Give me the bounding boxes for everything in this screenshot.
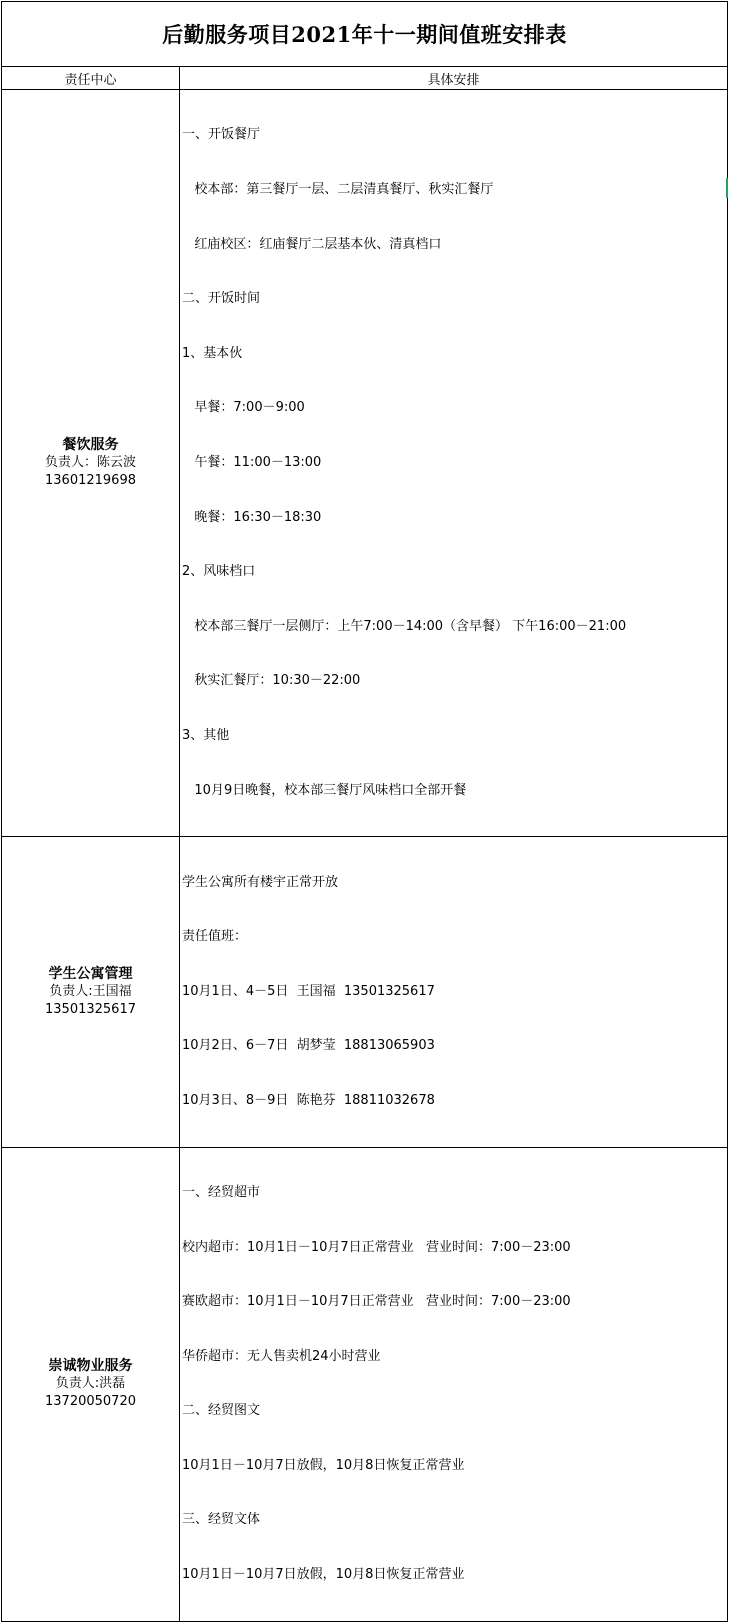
arrangement-line: 早餐：7:00－9:00 [182,400,305,416]
arrangement-line: 10月2日、6－7日 胡梦莹 18813065903 [182,1038,435,1054]
center-cell [2,837,180,1147]
arrangement-line: 校内超市：10月1日－10月7日正常营业 营业时间：7:00－23:00 [182,1239,571,1255]
arrangement-line: 华侨超市：无人售卖机24小时营业 [182,1348,381,1364]
table-row [2,1147,728,1621]
center-person: 负责人:洪磊 [55,1376,126,1392]
center-phone: 13601219698 [45,473,136,489]
header-responsibility-center: 责任中心 [2,67,180,90]
arrangement-line: 二、经贸图文 [182,1403,261,1419]
center-name: 餐饮服务 [62,437,119,454]
arrangement-line: 1、基本伙 [182,345,243,361]
arrangement-line: 2、风味档口 [182,564,256,580]
center-phone: 13720050720 [45,1394,136,1410]
table-row [2,90,728,837]
arrangement-line: 晚餐：16:30－18:30 [182,509,322,525]
center-cell [2,90,180,837]
arrangement-line: 三、经贸文体 [182,1512,261,1528]
center-cell [2,1147,180,1621]
arrangement-line: 赛欧超市：10月1日－10月7日正常营业 营业时间：7:00－23:00 [182,1294,571,1310]
arrangement-cell [180,90,728,837]
header-arrangement: 具体安排 [180,67,728,90]
arrangement-line: 学生公寓所有楼宇正常开放 [182,874,339,890]
arrangement-line: 10月1日、4－5日 王国福 13501325617 [182,983,435,999]
arrangement-line: 二、开饭时间 [182,291,261,307]
table-row [2,837,728,1147]
duty-schedule-table [1,1,728,1622]
center-name: 崇诚物业服务 [48,1358,133,1375]
arrangement-line: 3、其他 [182,727,230,743]
arrangement-line: 10月3日、8－9日 陈艳芬 18811032678 [182,1092,435,1108]
arrangement-line: 一、经贸超市 [182,1184,261,1200]
arrangement-cell [180,1147,728,1621]
arrangement-line: 红庙校区：红庙餐厅二层基本伙、清真档口 [182,236,442,252]
arrangement-line: 责任值班： [182,929,248,945]
arrangement-line: 校本部三餐厅一层侧厅：上午7:00－14:00（含早餐） 下午16:00－21:00 [182,618,627,634]
arrangement-line: 一、开饭餐厅 [182,127,261,143]
center-phone: 13501325617 [45,1001,136,1017]
arrangement-cell [180,837,728,1147]
arrangement-line: 秋实汇餐厅：10:30－22:00 [182,673,361,689]
arrangement-line: 10月9日晚餐，校本部三餐厅风味档口全部开餐 [182,782,467,798]
page-title: 后勤服务项目2021年十一期间值班安排表 [2,2,728,67]
center-person: 负责人：陈云波 [44,455,136,471]
arrangement-line: 校本部：第三餐厅一层、二层清真餐厅、秋实汇餐厅 [182,182,494,197]
arrangement-line: 10月1日－10月7日放假，10月8日恢复正常营业 [182,1457,465,1473]
arrangement-line: 10月1日－10月7日放假，10月8日恢复正常营业 [182,1567,465,1583]
center-person: 负责人:王国福 [49,983,132,999]
selection-edge-marker [726,178,728,198]
arrangement-line: 午餐：11:00－13:00 [182,454,322,470]
center-name: 学生公寓管理 [48,965,133,982]
